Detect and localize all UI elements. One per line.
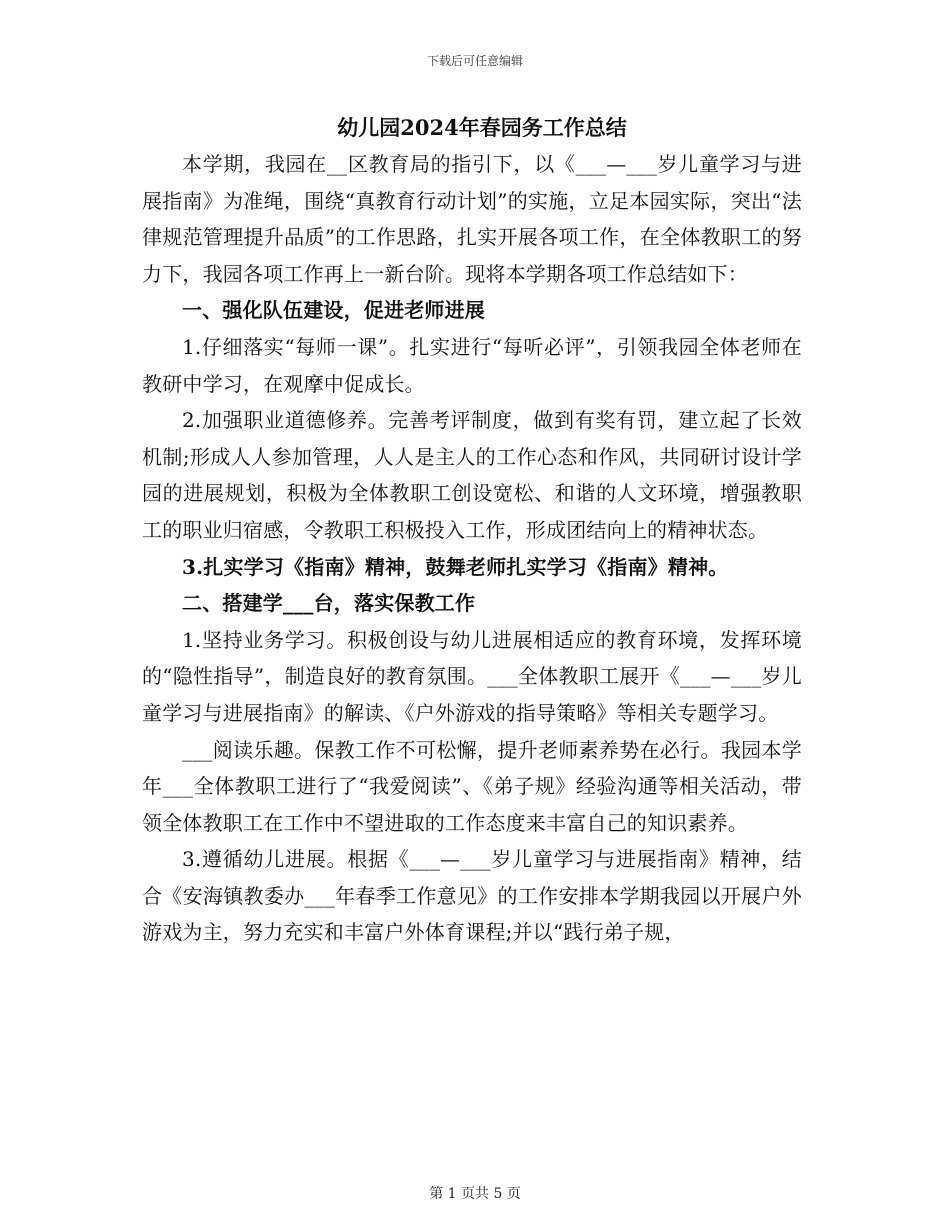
document-body bbox=[142, 110, 802, 951]
paragraph-2-2: ___阅读乐趣。保教工作不可松懈，提升老师素养势在必行。我园本学年___全体教职工进行了“我爱阅读”、《弟子规》经验沟通等相关活动，带领全体教职工在工作中不望进取的工作态度来丰富自己的知识素养。 bbox=[142, 737, 802, 835]
paragraph-2-3: 3.遵循幼儿进展。根据《___—___岁儿童学习与进展指南》精神，结合《安海镇教委办___年春季工作意见》的工作安排本学期我园以开展户外游戏为主，努力充实和丰富户外体育课程;并以“践行弟子规， bbox=[142, 847, 802, 945]
document-title: 幼儿园2024年春园务工作总结 bbox=[337, 115, 627, 140]
page-footer: 第 1 页共 5 页 bbox=[429, 1186, 521, 1202]
paragraph-1-2: 2.加强职业道德修养。完善考评制度，做到有奖有罚，建立起了长效机制;形成人人参加管理，人人是主人的工作心态和作风，共同研讨设计学园的进展规划，积极为全体教职工创设宽松、和谐的人文环境，增强教职工的职业归宿感，令教职工积极投入工作，形成团结向上的精神状态。 bbox=[142, 408, 802, 542]
paragraph-1-3: 3.扎实学习《指南》精神，鼓舞老师扎实学习《指南》精神。 bbox=[182, 554, 729, 579]
paragraph-1-1: 1.仔细落实“每师一课”。扎实进行“每听必评”，引领我园全体老师在教研中学习，在观摩中促成长。 bbox=[142, 334, 802, 396]
section-heading-1: 一、强化队伍建设，促进老师进展 bbox=[182, 298, 485, 323]
paragraph-2-1: 1.坚持业务学习。积极创设与幼儿进展相适应的教育环境，发挥环境的“隐性指导”，制造良好的教育氛围。___全体教职工展开《___—___岁儿童学习与进展指南》的解读、《户外游戏的指导策略》等相关专题学习。 bbox=[142, 627, 802, 725]
intro-paragraph: 本学期，我园在__区教育局的指引下，以《___—___岁儿童学习与进展指南》为准绳，围绕“真教育行动计划”的实施，立足本园实际，突出“法律规范管理提升品质”的工作思路，扎实开展各项工作，在全体教职工的努力下，我园各项工作再上一新台阶。现将本学期各项工作总结如下： bbox=[142, 152, 802, 286]
section-heading-2: 二、搭建学___台，落实保教工作 bbox=[182, 591, 476, 616]
page-header: 下载后可任意编辑 bbox=[426, 54, 523, 68]
